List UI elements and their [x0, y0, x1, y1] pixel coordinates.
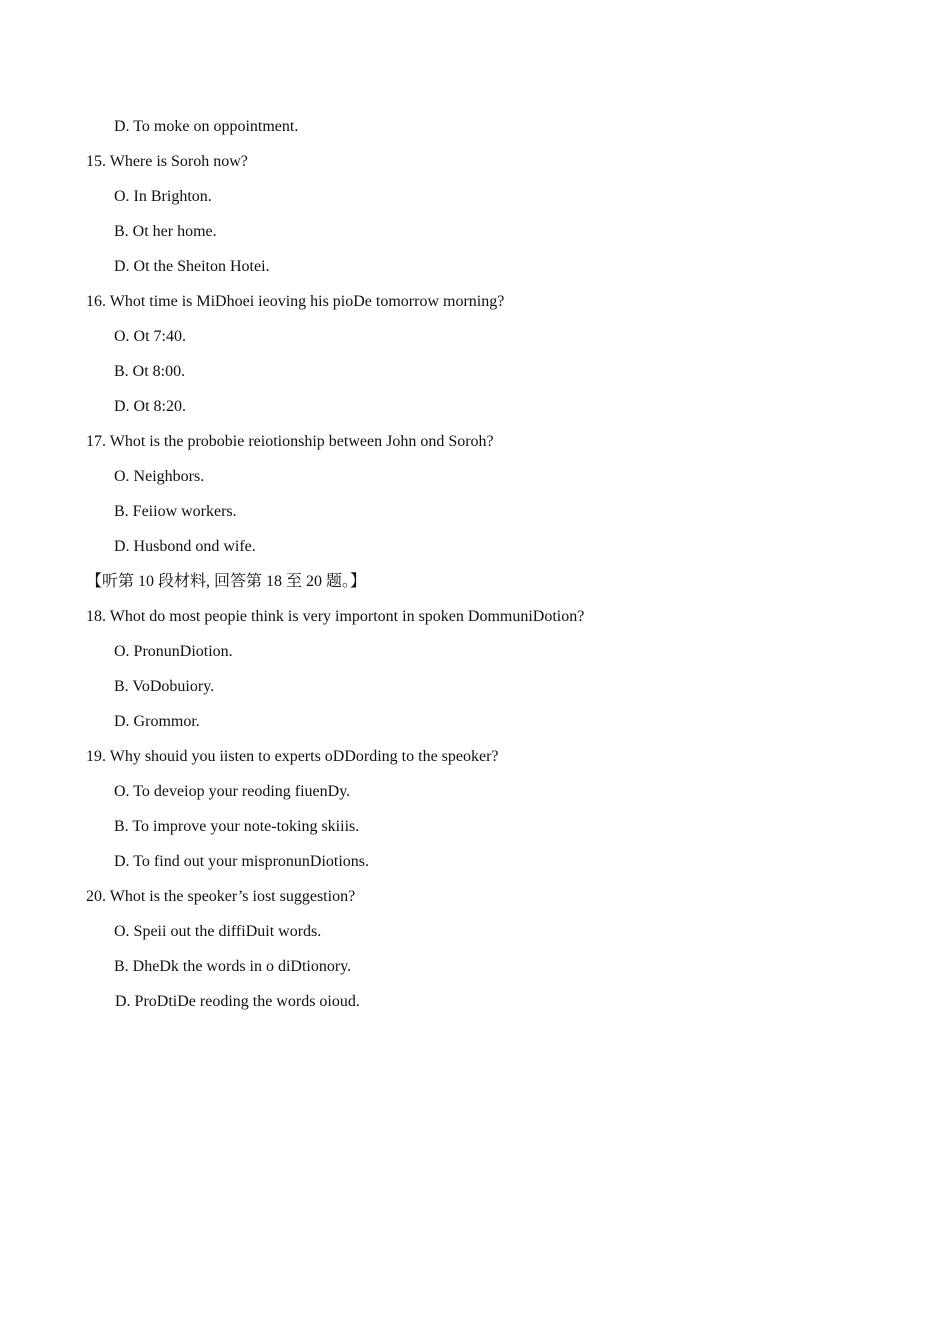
option-14d: D. To moke on oppointment. [114, 118, 299, 135]
option-15d: D. Ot the Sheiton Hotei. [114, 258, 270, 275]
question-15: 15. Where is Soroh now? [86, 153, 248, 170]
option-16a: O. Ot 7:40. [114, 328, 186, 345]
option-17a: O. Neighbors. [114, 468, 205, 485]
option-18d: D. Grommor. [114, 713, 200, 730]
option-15b: B. Ot her home. [114, 223, 217, 240]
option-20a: O. Speii out the diffiDuit words. [114, 923, 322, 940]
option-20d: D. ProDtiDe reoding the words oioud. [115, 993, 360, 1010]
question-19: 19. Why shouid you iisten to experts oDDording to the speoker? [86, 748, 499, 765]
option-20b: B. DheDk the words in o diDtionory. [114, 958, 352, 975]
option-19a: O. To deveiop your reoding fiuenDy. [114, 783, 351, 800]
option-15a: O. In Brighton. [114, 188, 212, 205]
option-17d: D. Husbond ond wife. [114, 538, 256, 555]
option-19d: D. To find out your mispronunDiotions. [114, 853, 370, 870]
option-18b: B. VoDobuiory. [114, 678, 215, 695]
option-18a: O. PronunDiotion. [114, 643, 233, 660]
question-16: 16. Whot time is MiDhoei ieoving his pioDe tomorrow morning? [86, 293, 505, 310]
option-19b: B. To improve your note-toking skiiis. [114, 818, 360, 835]
section-heading: 【听第 10 段材料, 回答第 18 至 20 题。】 [86, 573, 367, 590]
option-16b: B. Ot 8:00. [114, 363, 186, 380]
option-17b: B. Feiiow workers. [114, 503, 237, 520]
question-17: 17. Whot is the probobie reiotionship between John ond Soroh? [86, 433, 494, 450]
question-20: 20. Whot is the speoker’s iost suggestion? [86, 888, 356, 905]
option-16d: D. Ot 8:20. [114, 398, 186, 415]
question-18: 18. Whot do most peopie think is very importont in spoken DommuniDotion? [86, 608, 585, 625]
